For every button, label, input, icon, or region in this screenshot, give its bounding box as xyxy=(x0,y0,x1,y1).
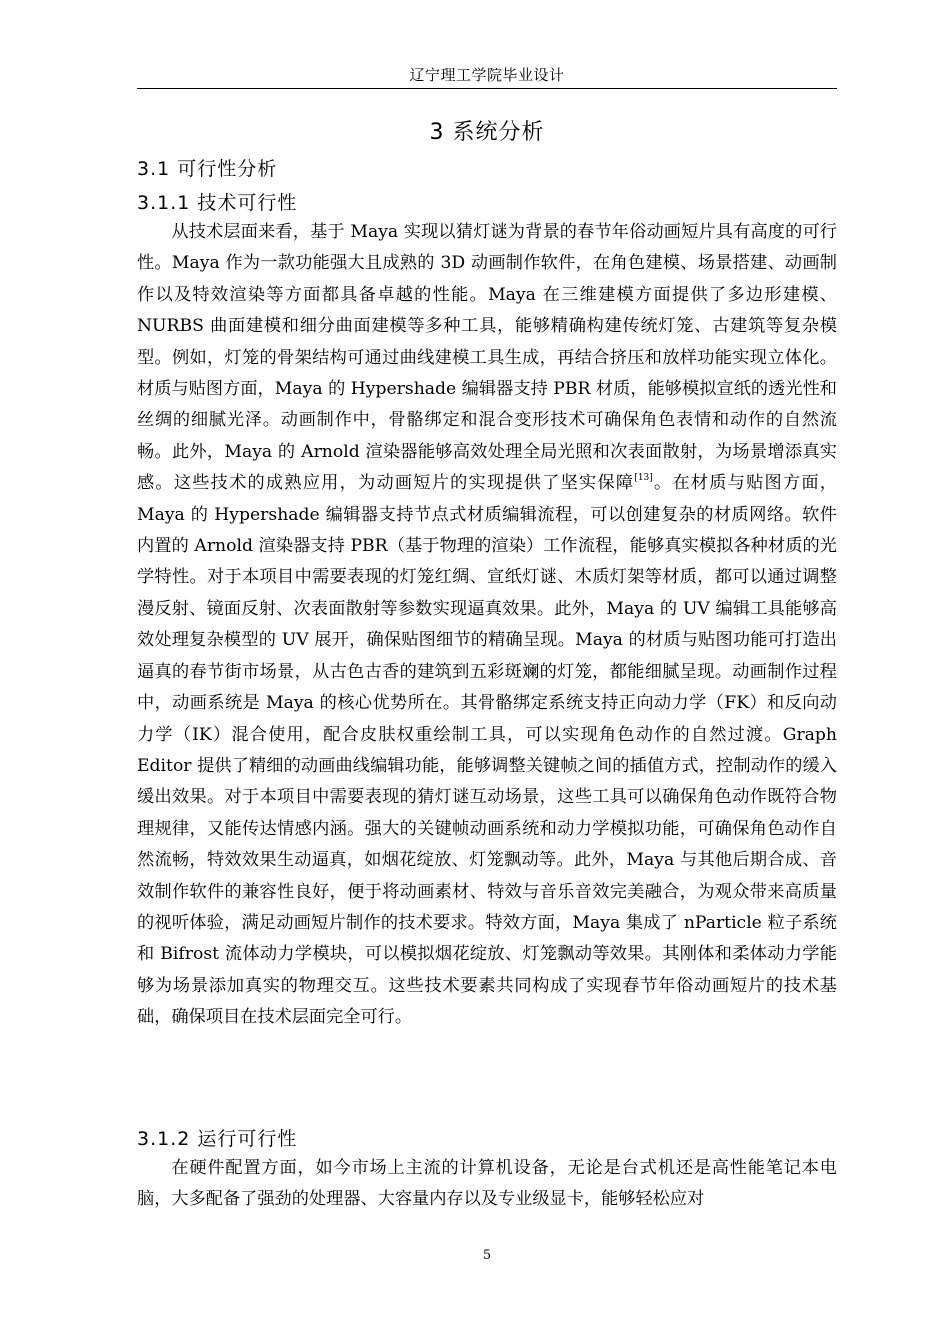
page-number: 5 xyxy=(482,1248,492,1263)
tech-paragraph-part-2: 。在材质与贴图方面，Maya 的 Hypershade 编辑器支持节点式材质编辑流程，可以创建复杂的材质网络。软件内置的 Arnold 渲染器支持 PBR（基于物理的渲染）工作流程，能够真实模拟各种材质的光学特性。对于本项目中需要表现的灯笼红绸、宣纸灯谜、木质灯架等材质，都可以通过调整漫反射、镜面反射、次表面散射等参数实现逼真效果。此外，Maya 的 UV 编辑工具能够高效处理复杂模型的 UV 展开，确保贴图细节的精确呈现。Maya 的材质与贴图功能可打造出逼真的春节街市场景，从古色古香的建筑到五彩斑斓的灯笼，都能细腻呈现。动画制作过程中，动画系统是 Maya 的核心优势所在。其骨骼绑定系统支持正向动力学（FK）和反向动力学（IK）混合使用，配合皮肤权重绘制工具，可以实现角色动作的自然过渡。Graph Editor 提供了精细的动画曲线编辑功能，能够调整关键帧之间的插值方式，控制动作的缓入缓出效果。对于本项目中需要表现的猜灯谜互动场景，这些工具可以确保角色动作既符合物理规律，又能传达情感内涵。强大的关键帧动画系统和动力学模拟功能，可确保角色动作自然流畅，特效效果生动逼真，如烟花绽放、灯笼飘动等。此外，Maya 与其他后期合成、音效制作软件的兼容性良好，便于将动画素材、特效与音乐音效完美融合，为观众带来高质量的视听体验，满足动画短片制作的技术要求。特效方面，Maya 集成了 nParticle 粒子系统和 Bifrost 流体动力学模块，可以模拟烟花绽放、灯笼飘动等效果。其刚体和柔体动力学能够为场景添加真实的物理交互。这些技术要素共同构成了实现春节年俗动画短片的技术基础，确保项目在技术层面完全可行。 xyxy=(137,473,837,1028)
section-heading-3-1-2: 3.1.2 运行可行性 xyxy=(137,1128,298,1150)
running-header: 辽宁理工学院毕业设计 xyxy=(409,66,565,84)
header-rule xyxy=(137,88,837,89)
technical-feasibility-paragraph xyxy=(137,217,837,1034)
section-heading-3-1-1: 3.1.1 技术可行性 xyxy=(137,192,298,214)
operational-feasibility-paragraph: 在硬件配置方面，如今市场上主流的计算机设备，无论是台式机还是高性能笔记本电脑，大多配备了强劲的处理器、大容量内存以及专业级显卡，能够轻松应对 xyxy=(137,1158,837,1210)
chapter-title: 3 系统分析 xyxy=(429,120,545,145)
tech-paragraph-part-1: 从技术层面来看，基于 Maya 实现以猜灯谜为背景的春节年俗动画短片具有高度的可行性。Maya 作为一款功能强大且成熟的 3D 动画制作软件，在角色建模、场景搭建、动画制作以及特效渲染等方面都具备卓越的性能。Maya 在三维建模方面提供了多边形建模、NURBS 曲面建模和细分曲面建模等多种工具，能够精确构建传统灯笼、古建筑等复杂模型。例如，灯笼的骨架结构可通过曲线建模工具生成，再结合挤压和放样功能实现立体化。材质与贴图方面，Maya 的 Hypershade 编辑器支持 PBR 材质，能够模拟宣纸的透光性和丝绸的细腻光泽。动画制作中，骨骼绑定和混合变形技术可确保角色表情和动作的自然流畅。此外，Maya 的 Arnold 渲染器能够高效处理全局光照和次表面散射，为场景增添真实感。这些技术的成熟应用，为动画短片的实现提供了坚实保障 xyxy=(137,222,837,494)
section-heading-3-1: 3.1 可行性分析 xyxy=(137,158,278,180)
citation-13: [13] xyxy=(634,472,653,483)
